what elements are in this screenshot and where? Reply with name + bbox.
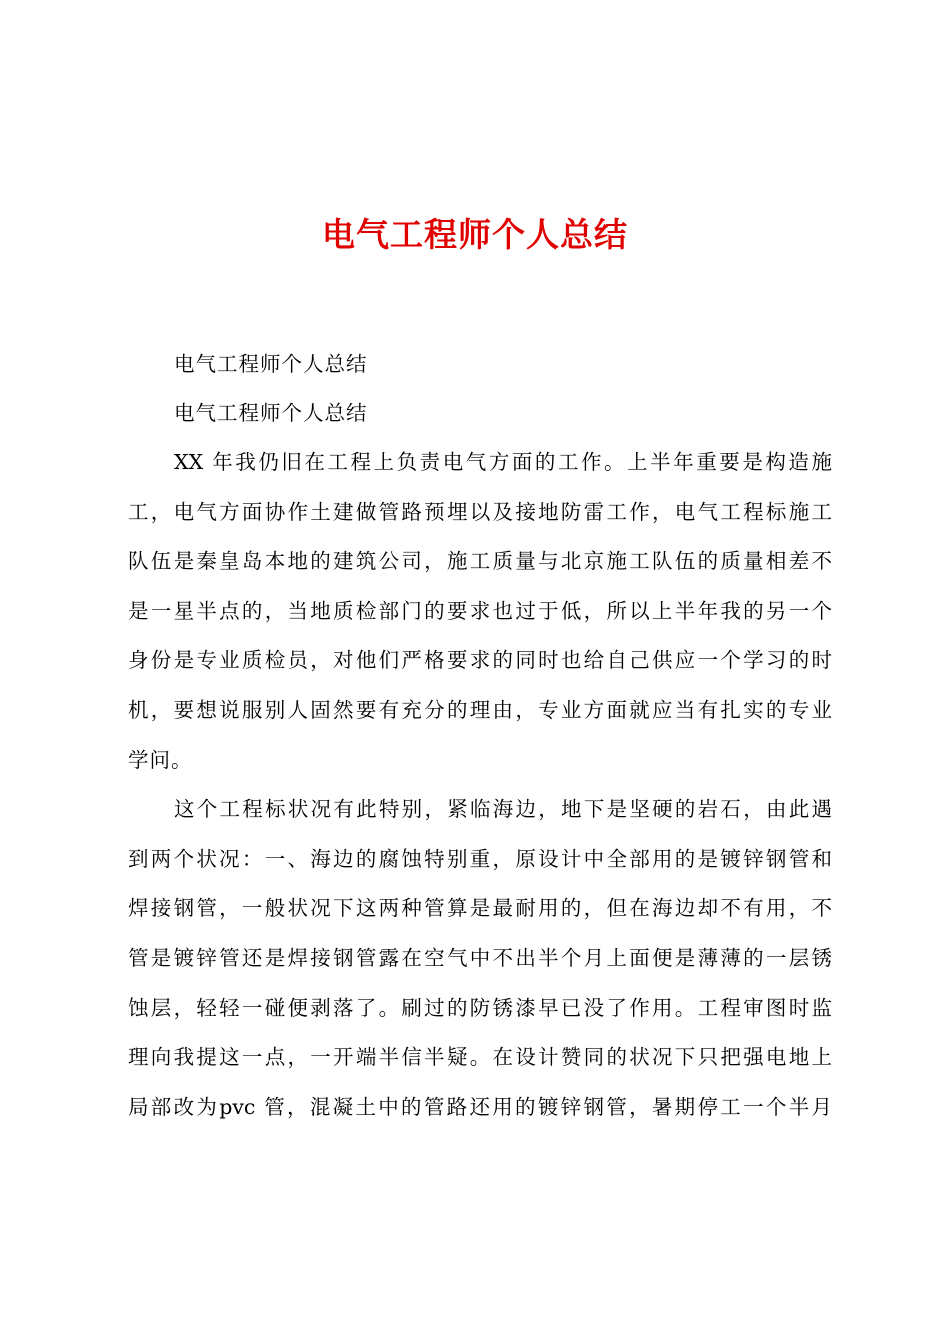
paragraph bbox=[128, 785, 832, 1132]
paragraph-line: 学问。 bbox=[128, 747, 193, 772]
paragraph-line: 是一星半点的，当地质检部门的要求也过于低，所以上半年我的另一个 bbox=[128, 598, 832, 623]
paragraph-line: 队伍是秦皇岛本地的建筑公司，施工质量与北京施工队伍的质量相差不 bbox=[128, 549, 832, 574]
document-title: 电气工程师个人总结 bbox=[322, 215, 628, 254]
paragraph-line: 焊接钢管，一般状况下这两种管算是最耐用的，但在海边却不有用，不 bbox=[128, 896, 832, 921]
paragraph-line: 理向我提这一点，一开端半信半疑。在设计赞同的状况下只把强电地上 bbox=[128, 1045, 832, 1070]
paragraph-line: 工，电气方面协作土建做管路预埋以及接地防雷工作，电气工程标施工 bbox=[128, 499, 832, 524]
paragraph-line: 身份是专业质检员，对他们严格要求的同时也给自己供应一个学习的时 bbox=[128, 648, 832, 673]
paragraph-line: 机，要想说服别人固然要有充分的理由，专业方面就应当有扎实的专业 bbox=[128, 697, 832, 722]
subheading: 电气工程师个人总结 bbox=[174, 401, 368, 425]
subheading: 电气工程师个人总结 bbox=[174, 352, 368, 376]
paragraph-line: 管是镀锌管还是焊接钢管露在空气中不出半个月上面便是薄薄的一层锈 bbox=[128, 945, 832, 970]
document-body bbox=[128, 340, 832, 1132]
paragraph-line: 到两个状况：一、海边的腐蚀特别重，原设计中全部用的是镀锌钢管和 bbox=[128, 846, 832, 871]
paragraph-line: XX 年我仍旧在工程上负责电气方面的工作。上半年重要是构造施 bbox=[174, 450, 832, 474]
paragraph bbox=[128, 438, 832, 785]
paragraph-line: 这个工程标状况有此特别，紧临海边，地下是坚硬的岩石，由此遇 bbox=[174, 797, 832, 822]
paragraph-line: 局部改为pvc 管，混凝土中的管路还用的镀锌钢管，暑期停工一个半月 bbox=[128, 1094, 832, 1119]
paragraph-line: 蚀层，轻轻一碰便剥落了。刷过的防锈漆早已没了作用。工程审图时监 bbox=[128, 995, 832, 1020]
